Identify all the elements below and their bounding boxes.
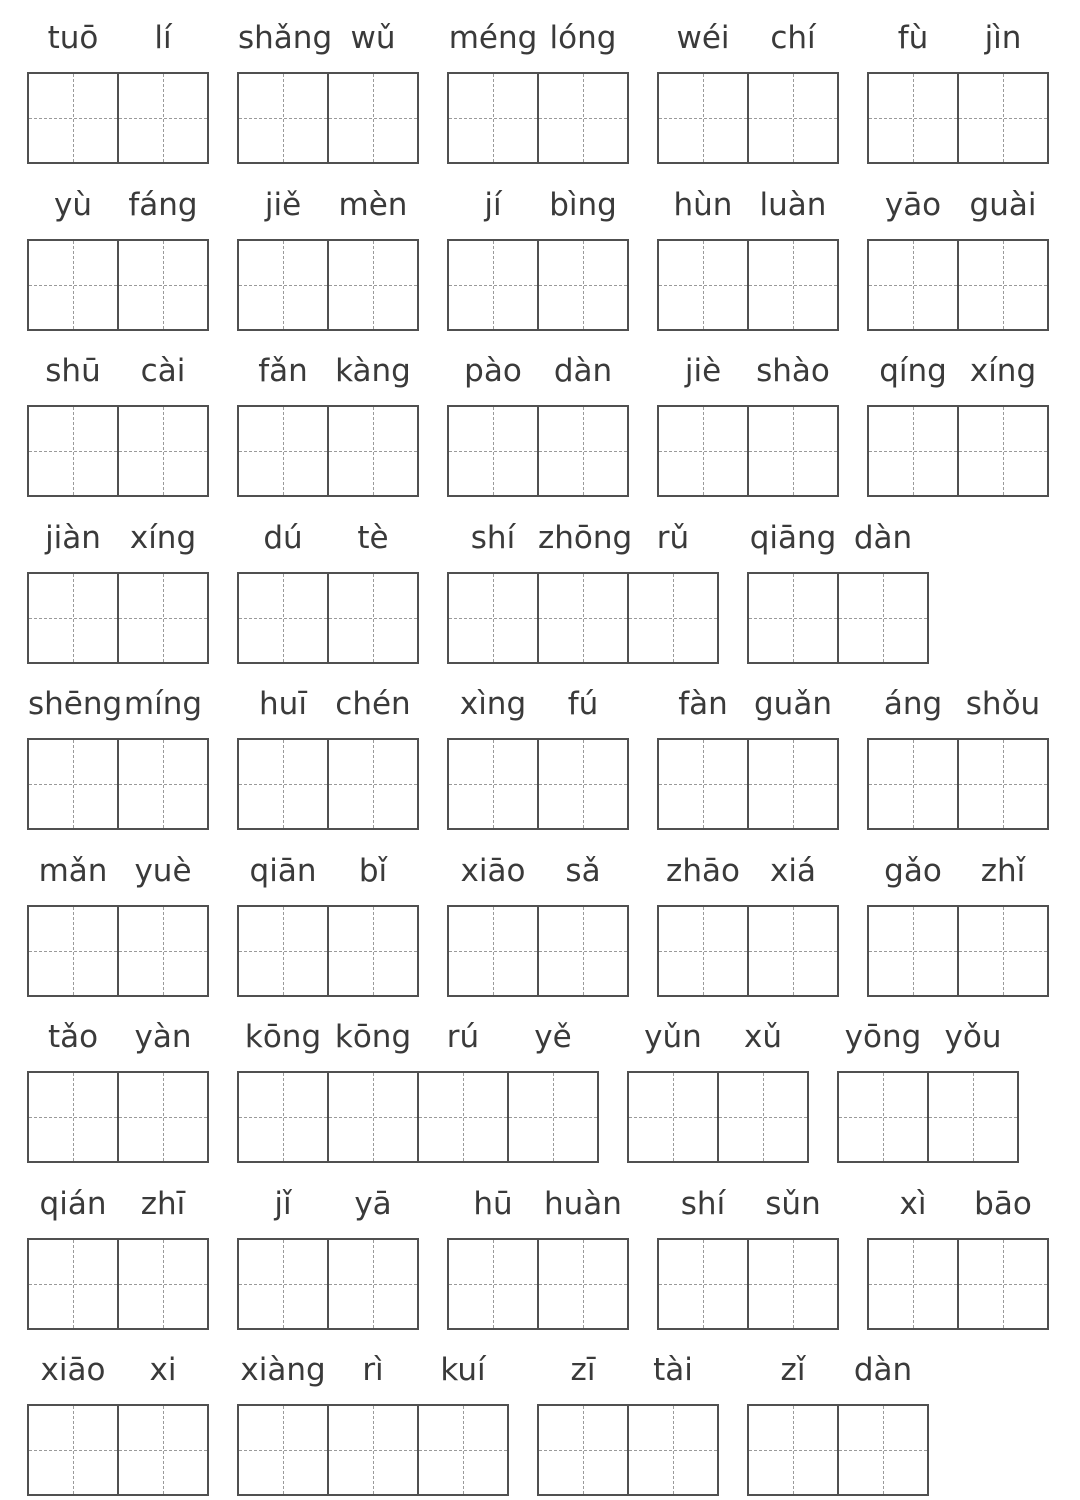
word-group	[747, 516, 929, 664]
writing-grid	[867, 239, 1049, 331]
writing-grid	[447, 738, 629, 830]
tian-zi-ge-box[interactable]	[449, 241, 537, 329]
pinyin-label: gǎo	[884, 853, 942, 889]
word-group	[627, 1015, 809, 1163]
pinyin-label: xíng	[969, 353, 1037, 389]
writing-grid	[657, 239, 839, 331]
pinyin-label: tè	[357, 520, 389, 556]
word-group	[237, 1182, 419, 1330]
word-group	[747, 1348, 929, 1496]
tian-zi-ge-box[interactable]	[327, 1073, 417, 1161]
writing-grid	[867, 72, 1049, 164]
word-group	[447, 349, 629, 497]
pinyin-label: xi	[149, 1352, 177, 1388]
tian-zi-ge-box[interactable]	[747, 907, 837, 995]
pinyin-label: mǎn	[38, 853, 108, 889]
tian-zi-ge-box[interactable]	[29, 241, 117, 329]
tian-zi-ge-box[interactable]	[717, 1073, 807, 1161]
pinyin-label: huàn	[544, 1186, 622, 1222]
tian-zi-ge-box[interactable]	[747, 74, 837, 162]
tian-zi-ge-box[interactable]	[659, 74, 747, 162]
writing-grid	[237, 572, 419, 664]
pinyin-label: yǒu	[944, 1019, 1002, 1055]
writing-grid	[447, 1238, 629, 1330]
writing-grid	[867, 738, 1049, 830]
tian-zi-ge-box[interactable]	[627, 574, 717, 662]
pinyin-label: sǎ	[565, 853, 601, 889]
pinyin-label: jǐ	[274, 1186, 292, 1222]
tian-zi-ge-box[interactable]	[239, 1073, 327, 1161]
pinyin-label: wǔ	[350, 20, 396, 56]
tian-zi-ge-box[interactable]	[659, 740, 747, 828]
pinyin-label: dàn	[853, 1352, 913, 1388]
writing-grid	[447, 572, 719, 664]
writing-grid	[867, 405, 1049, 497]
tian-zi-ge-box[interactable]	[327, 407, 417, 495]
tian-zi-ge-box[interactable]	[29, 1406, 117, 1494]
word-group	[237, 349, 419, 497]
pinyin-label: xìng	[459, 686, 527, 722]
pinyin-label: xiá	[770, 853, 816, 889]
tian-zi-ge-box[interactable]	[29, 74, 117, 162]
pinyin-label: yuè	[134, 853, 192, 889]
pinyin-label: chí	[770, 20, 816, 56]
pinyin-label: luàn	[759, 187, 827, 223]
pinyin-label: jiě	[264, 187, 302, 223]
tian-zi-ge-box[interactable]	[239, 740, 327, 828]
pinyin-label: hū	[473, 1186, 513, 1222]
pinyin-label: qiāng	[749, 520, 837, 556]
pinyin-label: bǐ	[358, 853, 388, 889]
word-group	[27, 1015, 209, 1163]
pinyin-label: kàng	[335, 353, 411, 389]
tian-zi-ge-box[interactable]	[537, 74, 627, 162]
tian-zi-ge-box[interactable]	[239, 74, 327, 162]
writing-grid	[27, 405, 209, 497]
pinyin-label: sǔn	[765, 1186, 821, 1222]
writing-grid	[27, 572, 209, 664]
word-group	[867, 1182, 1049, 1330]
tian-zi-ge-box[interactable]	[747, 740, 837, 828]
pinyin-label: tuō	[47, 20, 99, 56]
word-group	[447, 682, 629, 830]
pinyin-label: dàn	[853, 520, 913, 556]
tian-zi-ge-box[interactable]	[327, 241, 417, 329]
word-group	[27, 349, 209, 497]
tian-zi-ge-box[interactable]	[449, 1240, 537, 1328]
word-group	[867, 349, 1049, 497]
tian-zi-ge-box[interactable]	[957, 740, 1047, 828]
pinyin-label: xiāo	[40, 1352, 106, 1388]
tian-zi-ge-box[interactable]	[747, 1240, 837, 1328]
tian-zi-ge-box[interactable]	[239, 1240, 327, 1328]
tian-zi-ge-box[interactable]	[659, 241, 747, 329]
tian-zi-ge-box[interactable]	[117, 407, 207, 495]
word-group	[447, 16, 629, 164]
word-group	[657, 349, 839, 497]
pinyin-label: shū	[45, 353, 101, 389]
tian-zi-ge-box[interactable]	[239, 1406, 327, 1494]
pinyin-label: cài	[140, 353, 186, 389]
word-group	[27, 16, 209, 164]
tian-zi-ge-box[interactable]	[507, 1073, 597, 1161]
writing-grid	[27, 738, 209, 830]
pinyin-label: qián	[39, 1186, 107, 1222]
tian-zi-ge-box[interactable]	[629, 1073, 717, 1161]
tian-zi-ge-box[interactable]	[327, 1406, 417, 1494]
pinyin-label: shào	[756, 353, 830, 389]
tian-zi-ge-box[interactable]	[957, 241, 1047, 329]
tian-zi-ge-box[interactable]	[869, 740, 957, 828]
writing-grid	[237, 1404, 509, 1496]
word-group	[27, 183, 209, 331]
writing-grid	[837, 1071, 1019, 1163]
pinyin-label: shēng	[28, 686, 123, 722]
pinyin-label: xǔ	[744, 1019, 782, 1055]
tian-zi-ge-box[interactable]	[537, 740, 627, 828]
word-group	[27, 849, 209, 997]
word-group	[867, 849, 1049, 997]
tian-zi-ge-box[interactable]	[537, 407, 627, 495]
tian-zi-ge-box[interactable]	[449, 407, 537, 495]
tian-zi-ge-box[interactable]	[957, 1240, 1047, 1328]
tian-zi-ge-box[interactable]	[839, 1073, 927, 1161]
word-group	[27, 1182, 209, 1330]
tian-zi-ge-box[interactable]	[117, 907, 207, 995]
tian-zi-ge-box[interactable]	[957, 74, 1047, 162]
tian-zi-ge-box[interactable]	[747, 241, 837, 329]
pinyin-label: xiàng	[240, 1352, 326, 1388]
tian-zi-ge-box[interactable]	[29, 1240, 117, 1328]
tian-zi-ge-box[interactable]	[327, 907, 417, 995]
writing-grid	[237, 239, 419, 331]
tian-zi-ge-box[interactable]	[117, 740, 207, 828]
tian-zi-ge-box[interactable]	[417, 1406, 507, 1494]
tian-zi-ge-box[interactable]	[29, 1073, 117, 1161]
word-group	[237, 16, 419, 164]
writing-grid	[447, 905, 629, 997]
pinyin-label: huī	[259, 686, 307, 722]
tian-zi-ge-box[interactable]	[869, 407, 957, 495]
pinyin-label: shǎng	[238, 20, 333, 56]
writing-grid	[537, 1404, 719, 1496]
pinyin-label: xiāo	[460, 853, 526, 889]
tian-zi-ge-box[interactable]	[449, 574, 537, 662]
tian-zi-ge-box[interactable]	[327, 574, 417, 662]
tian-zi-ge-box[interactable]	[927, 1073, 1017, 1161]
tian-zi-ge-box[interactable]	[117, 1240, 207, 1328]
tian-zi-ge-box[interactable]	[659, 907, 747, 995]
pinyin-label: rú	[446, 1019, 480, 1055]
word-group	[447, 849, 629, 997]
pinyin-label: jìn	[984, 20, 1022, 56]
tian-zi-ge-box[interactable]	[837, 574, 927, 662]
pinyin-label: shí	[680, 1186, 726, 1222]
pinyin-label: jiàn	[45, 520, 101, 556]
writing-grid	[27, 905, 209, 997]
tian-zi-ge-box[interactable]	[417, 1073, 507, 1161]
tian-zi-ge-box[interactable]	[537, 907, 627, 995]
tian-zi-ge-box[interactable]	[869, 241, 957, 329]
tian-zi-ge-box[interactable]	[449, 74, 537, 162]
writing-grid	[237, 1238, 419, 1330]
writing-grid	[237, 1071, 599, 1163]
pinyin-label: fàn	[678, 686, 728, 722]
word-group	[237, 183, 419, 331]
writing-grid	[867, 905, 1049, 997]
writing-grid	[237, 905, 419, 997]
pinyin-label: zhī	[140, 1186, 186, 1222]
tian-zi-ge-box[interactable]	[537, 241, 627, 329]
tian-zi-ge-box[interactable]	[449, 740, 537, 828]
tian-zi-ge-box[interactable]	[869, 74, 957, 162]
writing-grid	[27, 1238, 209, 1330]
writing-grid	[657, 738, 839, 830]
writing-grid	[27, 239, 209, 331]
pinyin-label: kōng	[334, 1019, 412, 1055]
pinyin-label: lóng	[549, 20, 617, 56]
word-group	[837, 1015, 1019, 1163]
word-group	[237, 682, 419, 830]
pinyin-label: zī	[570, 1352, 596, 1388]
writing-grid	[627, 1071, 809, 1163]
tian-zi-ge-box[interactable]	[747, 407, 837, 495]
tian-zi-ge-box[interactable]	[117, 1406, 207, 1494]
tian-zi-ge-box[interactable]	[749, 574, 837, 662]
pinyin-label: dàn	[553, 353, 613, 389]
pinyin-label: bìng	[549, 187, 617, 223]
pinyin-label: yù	[54, 187, 92, 223]
pinyin-label: mèn	[338, 187, 408, 223]
tian-zi-ge-box[interactable]	[117, 241, 207, 329]
pinyin-label: qiān	[249, 853, 317, 889]
writing-grid	[447, 72, 629, 164]
pinyin-label: zhǐ	[980, 853, 1026, 889]
pinyin-label: wéi	[676, 20, 730, 56]
word-group	[447, 1182, 629, 1330]
writing-grid	[657, 72, 839, 164]
pinyin-label: kōng	[244, 1019, 322, 1055]
tian-zi-ge-box[interactable]	[239, 574, 327, 662]
word-group	[657, 682, 839, 830]
pinyin-label: zhōng	[538, 520, 633, 556]
pinyin-label: chén	[335, 686, 411, 722]
pinyin-label: fǎn	[258, 353, 308, 389]
tian-zi-ge-box[interactable]	[869, 907, 957, 995]
tian-zi-ge-box[interactable]	[327, 1240, 417, 1328]
tian-zi-ge-box[interactable]	[239, 407, 327, 495]
pinyin-label: yǔn	[644, 1019, 702, 1055]
pinyin-label: zǐ	[780, 1352, 806, 1388]
word-group	[657, 849, 839, 997]
word-group	[867, 183, 1049, 331]
writing-grid	[747, 1404, 929, 1496]
pinyin-label: tǎo	[47, 1019, 99, 1055]
writing-grid	[657, 1238, 839, 1330]
tian-zi-ge-box[interactable]	[29, 907, 117, 995]
writing-grid	[447, 239, 629, 331]
pinyin-label: bāo	[974, 1186, 1032, 1222]
tian-zi-ge-box[interactable]	[837, 1406, 927, 1494]
tian-zi-ge-box[interactable]	[327, 740, 417, 828]
writing-grid	[237, 72, 419, 164]
word-group	[27, 1348, 209, 1496]
pinyin-label: lí	[154, 20, 172, 56]
word-group	[27, 516, 209, 664]
tian-zi-ge-box[interactable]	[869, 1240, 957, 1328]
pinyin-label: qíng	[879, 353, 947, 389]
tian-zi-ge-box[interactable]	[659, 1240, 747, 1328]
pinyin-label: méng	[448, 20, 538, 56]
word-group	[237, 849, 419, 997]
writing-grid	[27, 72, 209, 164]
tian-zi-ge-box[interactable]	[117, 74, 207, 162]
pinyin-label: guǎn	[754, 686, 832, 722]
pinyin-label: zhāo	[666, 853, 740, 889]
pinyin-label: shí	[470, 520, 516, 556]
tian-zi-ge-box[interactable]	[449, 907, 537, 995]
pinyin-label: rì	[362, 1352, 384, 1388]
tian-zi-ge-box[interactable]	[749, 1406, 837, 1494]
writing-grid	[27, 1404, 209, 1496]
word-group	[237, 1015, 599, 1163]
pinyin-label: jí	[484, 187, 502, 223]
tian-zi-ge-box[interactable]	[29, 407, 117, 495]
tian-zi-ge-box[interactable]	[117, 574, 207, 662]
word-group	[657, 183, 839, 331]
pinyin-label: dú	[263, 520, 303, 556]
word-group	[657, 16, 839, 164]
pinyin-label: xì	[899, 1186, 927, 1222]
pinyin-label: fáng	[128, 187, 198, 223]
word-group	[867, 682, 1049, 830]
pinyin-label: yā	[354, 1186, 392, 1222]
writing-grid	[747, 572, 929, 664]
word-group	[237, 1348, 509, 1496]
tian-zi-ge-box[interactable]	[539, 1406, 627, 1494]
tian-zi-ge-box[interactable]	[239, 241, 327, 329]
tian-zi-ge-box[interactable]	[327, 74, 417, 162]
word-group	[867, 16, 1049, 164]
pinyin-label: guài	[969, 187, 1037, 223]
pinyin-label: yāo	[884, 187, 942, 223]
pinyin-label: yàn	[134, 1019, 192, 1055]
tian-zi-ge-box[interactable]	[239, 907, 327, 995]
word-group	[537, 1348, 719, 1496]
tian-zi-ge-box[interactable]	[957, 907, 1047, 995]
word-group	[447, 183, 629, 331]
pinyin-label: kuí	[440, 1352, 486, 1388]
writing-grid	[237, 738, 419, 830]
tian-zi-ge-box[interactable]	[659, 407, 747, 495]
writing-grid	[867, 1238, 1049, 1330]
tian-zi-ge-box[interactable]	[29, 574, 117, 662]
pinyin-label: áng	[883, 686, 943, 722]
pinyin-label: jiè	[684, 353, 722, 389]
pinyin-label: fù	[897, 20, 929, 56]
tian-zi-ge-box[interactable]	[537, 574, 627, 662]
word-group	[27, 682, 209, 830]
writing-grid	[237, 405, 419, 497]
word-group	[237, 516, 419, 664]
word-group	[447, 516, 719, 664]
writing-grid	[657, 405, 839, 497]
pinyin-label: tài	[653, 1352, 693, 1388]
tian-zi-ge-box[interactable]	[117, 1073, 207, 1161]
writing-grid	[657, 905, 839, 997]
pinyin-label: xíng	[129, 520, 197, 556]
pinyin-label: yě	[534, 1019, 572, 1055]
tian-zi-ge-box[interactable]	[627, 1406, 717, 1494]
pinyin-label: pào	[464, 353, 522, 389]
pinyin-label: yōng	[844, 1019, 922, 1055]
pinyin-label: rǔ	[656, 520, 690, 556]
writing-grid	[27, 1071, 209, 1163]
writing-grid	[447, 405, 629, 497]
pinyin-label: fú	[567, 686, 599, 722]
pinyin-label: shǒu	[965, 686, 1041, 722]
tian-zi-ge-box[interactable]	[29, 740, 117, 828]
tian-zi-ge-box[interactable]	[957, 407, 1047, 495]
pinyin-label: míng	[123, 686, 203, 722]
tian-zi-ge-box[interactable]	[537, 1240, 627, 1328]
word-group	[657, 1182, 839, 1330]
pinyin-label: hùn	[673, 187, 733, 223]
